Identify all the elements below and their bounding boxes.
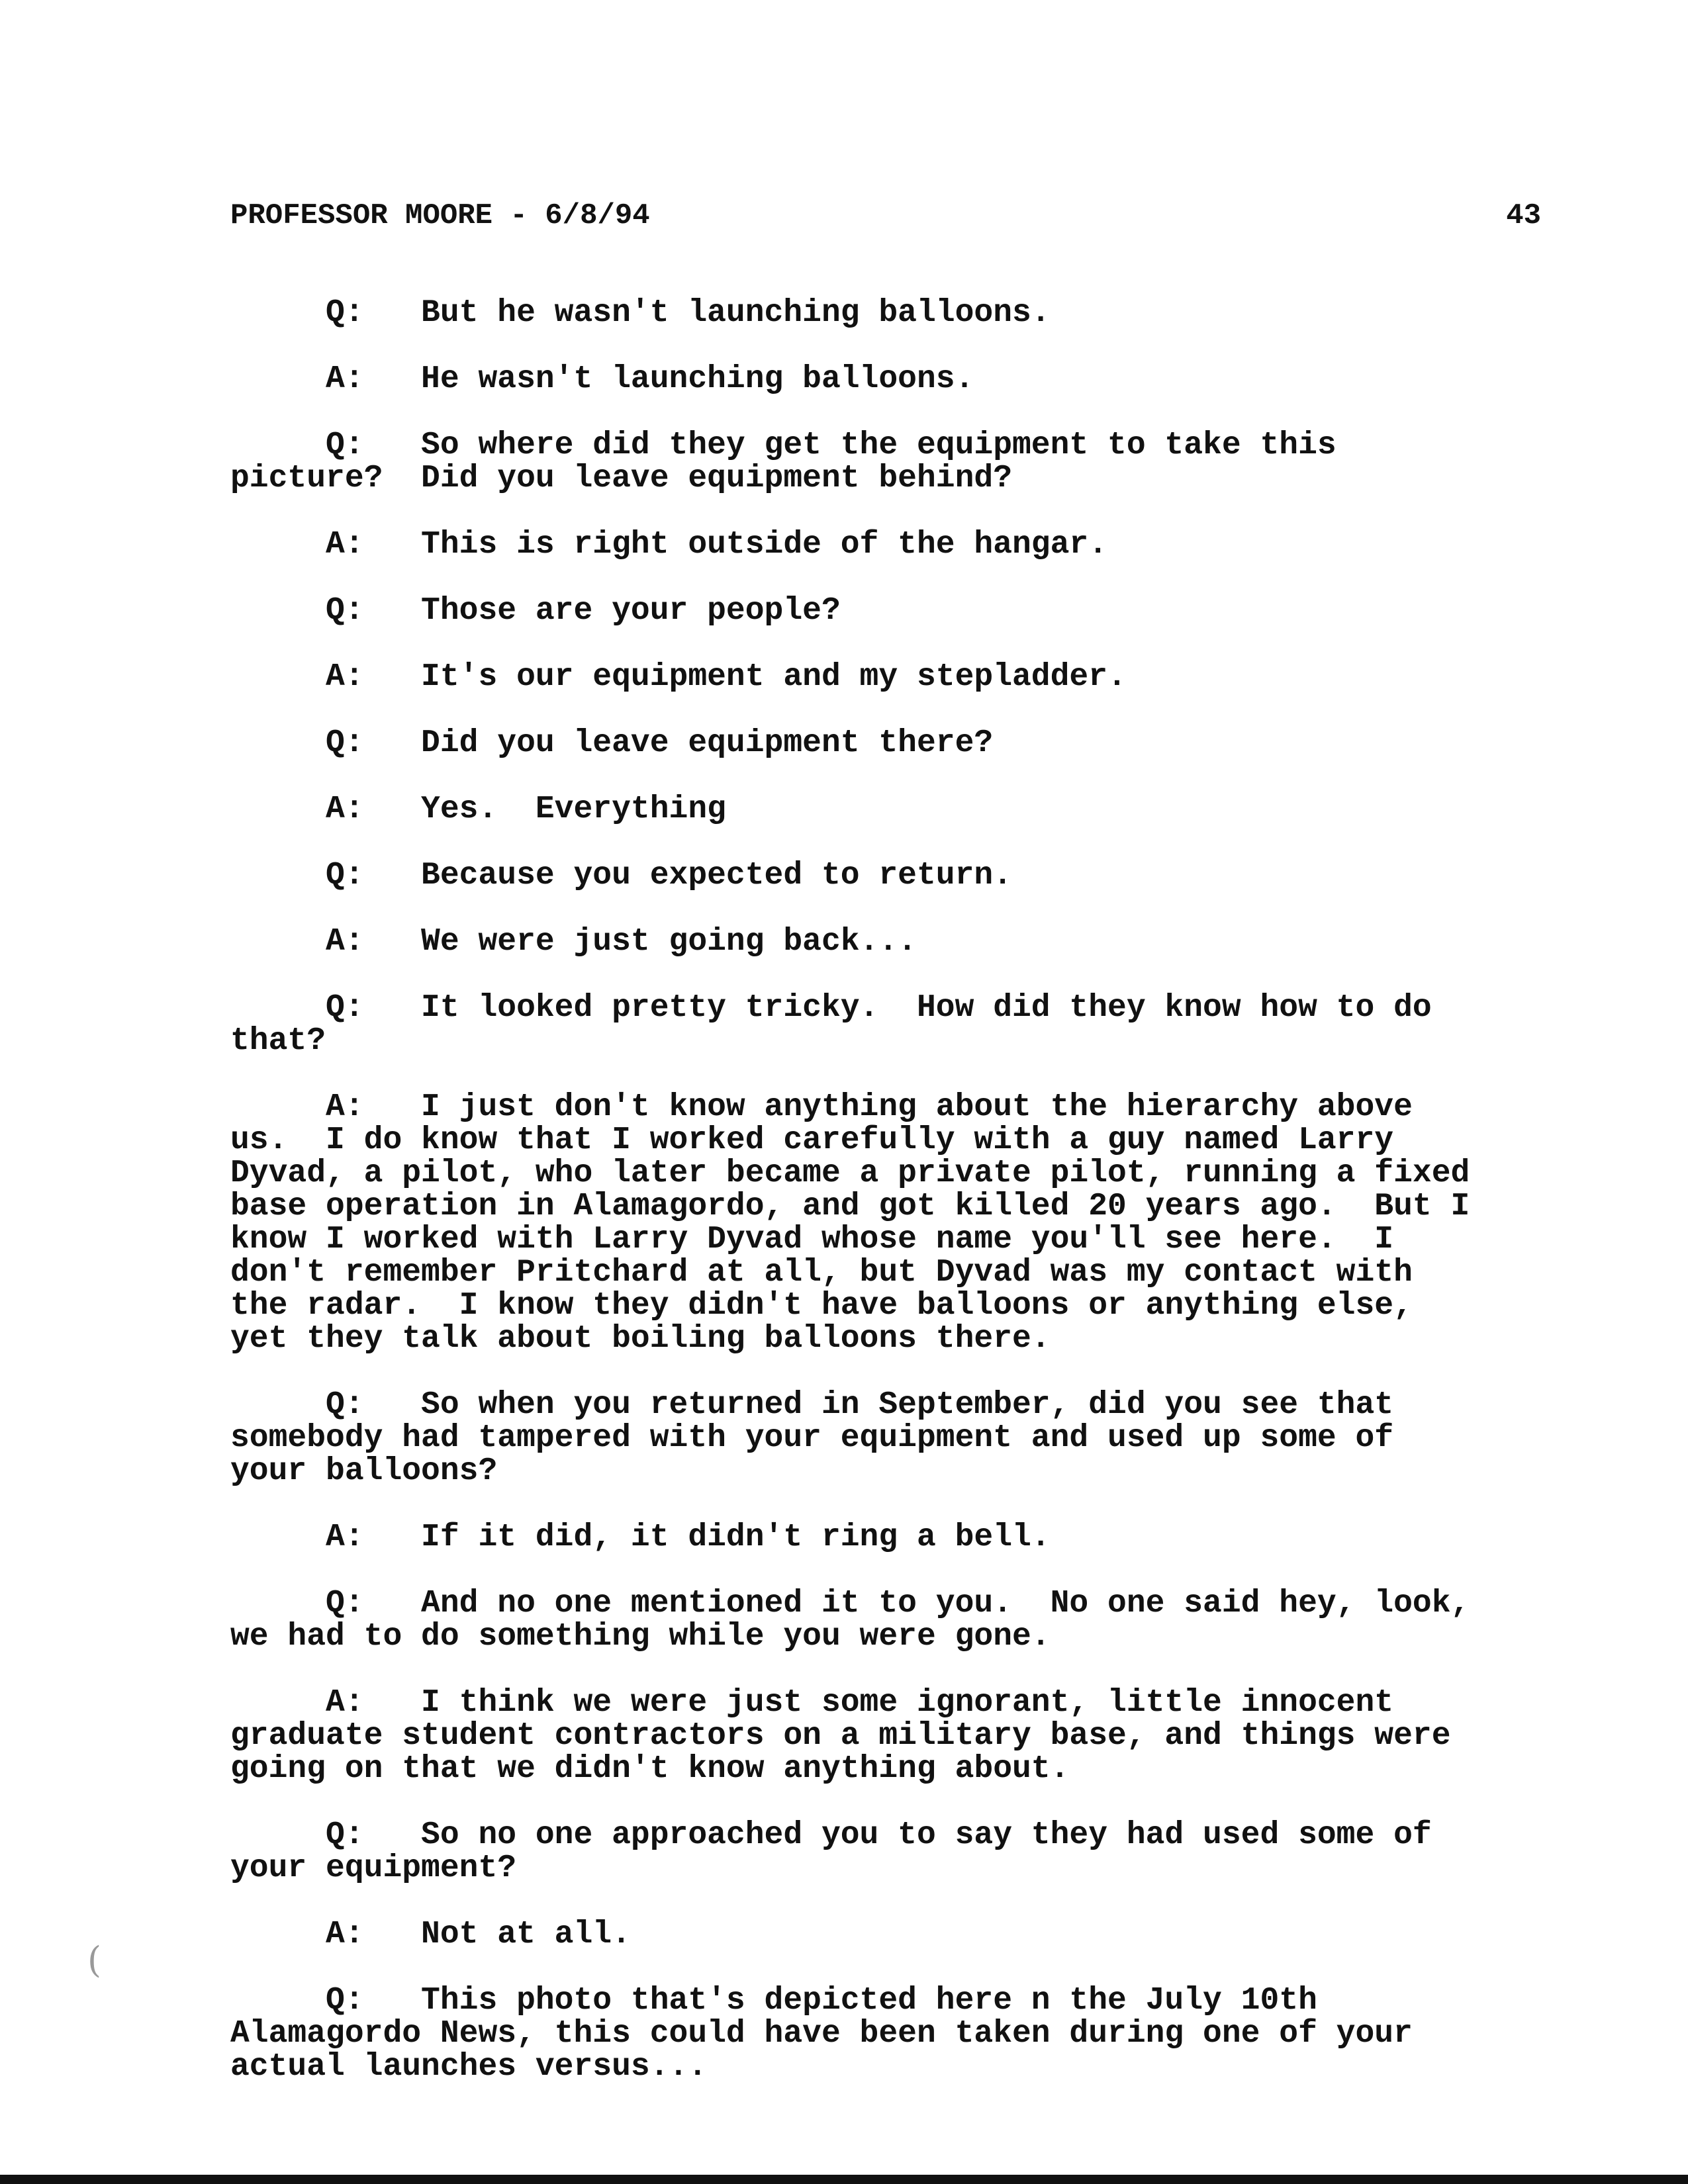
transcript-entry [230,1521,1548,1554]
transcript-line: A: I just don't know anything about the hierarchy above [230,1089,1413,1125]
header-title: PROFESSOR MOORE - 6/8/94 [230,199,650,232]
transcript-line: somebody had tampered with your equipment and used up some of [230,1420,1394,1456]
transcript-line: A: I think we were just some ignorant, little innocent [230,1685,1394,1721]
transcript-line: Q: Those are your people? [230,593,841,629]
transcript-entry [230,1918,1548,1951]
transcript-line: A: Not at all. [230,1917,631,1952]
transcript-line: know I worked with Larry Dyvad whose name you'll see here. I [230,1222,1394,1257]
transcript-line: A: It's our equipment and my stepladder. [230,659,1127,695]
transcript-entry [230,296,1548,330]
transcript-line: your balloons? [230,1453,498,1489]
transcript-line: us. I do know that I worked carefully with a guy named Larry [230,1122,1394,1158]
transcript-entry [230,1819,1548,1885]
margin-paren-mark: ( [87,1939,102,1981]
transcript-line: graduate student contractors on a military base, and things were [230,1718,1451,1754]
bottom-rule [0,2175,1688,2184]
transcript-line: Q: And no one mentioned it to you. No one said hey, look, [230,1586,1470,1621]
transcript-line: actual launches versus... [230,2049,708,2085]
transcript-line: Q: It looked pretty tricky. How did they know how to do [230,990,1432,1026]
transcript-line: Q: Did you leave equipment there? [230,725,994,761]
transcript-line: A: He wasn't launching balloons. [230,361,974,397]
transcript-line: Alamagordo News, this could have been taken during one of your [230,2016,1413,2052]
transcript-line: Q: But he wasn't launching balloons. [230,295,1051,331]
page-number: 43 [1506,199,1541,232]
transcript-line: A: Yes. Everything [230,792,726,827]
transcript-line: don't remember Pritchard at all, but Dyvad was my contact with [230,1255,1413,1291]
transcript-line: Q: So where did they get the equipment to take this [230,428,1336,463]
transcript-line: A: We were just going back... [230,924,917,960]
transcript-entry [230,1984,1548,2083]
transcript-body [230,296,1548,2116]
transcript-entry [230,429,1548,495]
transcript-entry [230,363,1548,396]
transcript-line: A: If it did, it didn't ring a bell. [230,1520,1051,1555]
transcript-entry [230,594,1548,627]
transcript-line: your equipment? [230,1850,517,1886]
transcript-entry [230,727,1548,760]
transcript-entry [230,793,1548,826]
transcript-entry [230,1686,1548,1786]
transcript-line: Q: So no one approached you to say they had used some of [230,1817,1432,1853]
transcript-line: Dyvad, a pilot, who later became a private pilot, running a fixed [230,1156,1470,1191]
transcript-line: Q: This photo that's depicted here n the July 10th [230,1983,1317,2019]
transcript-entry [230,528,1548,561]
transcript-entry [230,1091,1548,1355]
transcript-line: Q: Because you expected to return. [230,858,1012,893]
transcript-line: Q: So when you returned in September, did you see that [230,1387,1394,1423]
transcript-entry [230,859,1548,892]
transcript-line: we had to do something while you were gone. [230,1619,1051,1655]
transcript-line: A: This is right outside of the hangar. [230,527,1108,563]
transcript-entry [230,1388,1548,1488]
transcript-line: base operation in Alamagordo, and got killed 20 years ago. But I [230,1189,1470,1224]
page-header [230,199,1541,238]
transcript-line: going on that we didn't know anything about. [230,1751,1070,1787]
transcript-entry [230,991,1548,1058]
transcript-line: that? [230,1023,326,1059]
transcript-line: the radar. I know they didn't have balloons or anything else, [230,1288,1413,1324]
transcript-entry [230,925,1548,958]
transcript-line: yet they talk about boiling balloons there. [230,1321,1051,1357]
transcript-entry [230,1587,1548,1653]
transcript-entry [230,660,1548,694]
transcript-line: picture? Did you leave equipment behind? [230,461,1012,496]
